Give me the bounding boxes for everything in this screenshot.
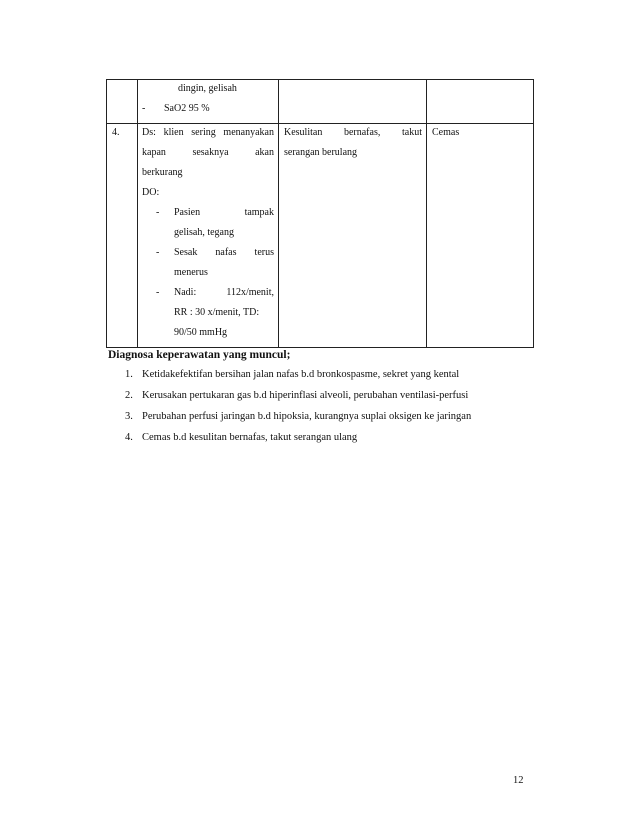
text-line xyxy=(142,127,274,147)
cell-etiology xyxy=(427,80,534,124)
nursing-data-table xyxy=(106,79,534,348)
text-line: 90/50 mmHg xyxy=(174,327,228,338)
bullet-text xyxy=(170,287,274,307)
list-item xyxy=(125,432,471,453)
word: sesaknya xyxy=(192,147,229,158)
bullet-line xyxy=(142,287,274,307)
word: Nadi: xyxy=(174,287,197,298)
bullet-dash: - xyxy=(142,103,146,114)
text-line xyxy=(284,127,422,147)
word: nafas xyxy=(215,247,237,258)
text-line: RR : 30 x/menit, TD: xyxy=(174,307,260,318)
cell-number: 4. xyxy=(107,124,138,348)
cell-number xyxy=(107,80,138,124)
bullet-line xyxy=(142,103,274,123)
bullet-dash: - xyxy=(156,247,160,258)
word: Sesak xyxy=(174,247,198,258)
cell-data xyxy=(138,80,279,124)
list-number: 3. xyxy=(125,411,133,422)
page-number: 12 xyxy=(513,775,524,786)
bullet-line xyxy=(142,247,274,267)
list-text: Cemas b.d kesulitan bernafas, takut serangan ulang xyxy=(142,432,358,443)
text-line: menerus xyxy=(174,267,208,278)
cell-data xyxy=(138,124,279,348)
list-number: 4. xyxy=(125,432,133,443)
list-text: Perubahan perfusi jaringan b.d hipoksia, kurangnya suplai oksigen ke jaringan xyxy=(142,411,472,422)
list-number: 1. xyxy=(125,369,133,380)
list-text: Ketidakefektifan bersihan jalan nafas b.d bronkospasme, sekret yang kental xyxy=(142,369,460,380)
bullet-dash: - xyxy=(156,287,160,298)
ds-label: Ds: xyxy=(142,127,156,138)
cell-etiology: Cemas xyxy=(427,124,534,348)
text-line: serangan berulang xyxy=(284,147,358,158)
text-line: berkurang xyxy=(142,167,183,178)
diagnosis-list xyxy=(125,369,471,453)
bullet-dash: - xyxy=(156,207,160,218)
list-item xyxy=(125,411,471,432)
list-number: 2. xyxy=(125,390,133,401)
table-row-4 xyxy=(107,124,534,348)
bullet-text: SaO2 95 % xyxy=(164,103,210,114)
word: klien xyxy=(163,127,184,138)
word: menanyakan xyxy=(223,127,274,138)
bullet-line xyxy=(142,207,274,227)
section-heading: Diagnosa keperawatan yang muncul; xyxy=(108,349,291,361)
word: Pasien xyxy=(174,207,201,218)
word: takut xyxy=(401,127,422,138)
cell-problem xyxy=(279,124,427,348)
word: tampak xyxy=(244,207,274,218)
word: sering xyxy=(191,127,216,138)
word: akan xyxy=(255,147,274,158)
text-line: gelisah, tegang xyxy=(174,227,234,238)
bullet-text xyxy=(170,247,274,267)
list-text: Kerusakan pertukaran gas b.d hiperinflasi alveoli, perubahan ventilasi-perfusi xyxy=(142,390,469,401)
bullet-text xyxy=(170,207,274,227)
cell-problem xyxy=(279,80,427,124)
word: terus xyxy=(254,247,274,258)
text-line: dingin, gelisah xyxy=(178,83,237,94)
table-row-continued xyxy=(107,80,534,124)
word: bernafas, xyxy=(343,127,381,138)
list-item xyxy=(125,369,471,390)
word: 112x/menit, xyxy=(226,287,274,298)
list-item xyxy=(125,390,471,411)
word: Kesulitan xyxy=(284,127,323,138)
text-line xyxy=(142,147,274,167)
do-label: DO: xyxy=(142,187,160,198)
word: kapan xyxy=(142,147,166,158)
